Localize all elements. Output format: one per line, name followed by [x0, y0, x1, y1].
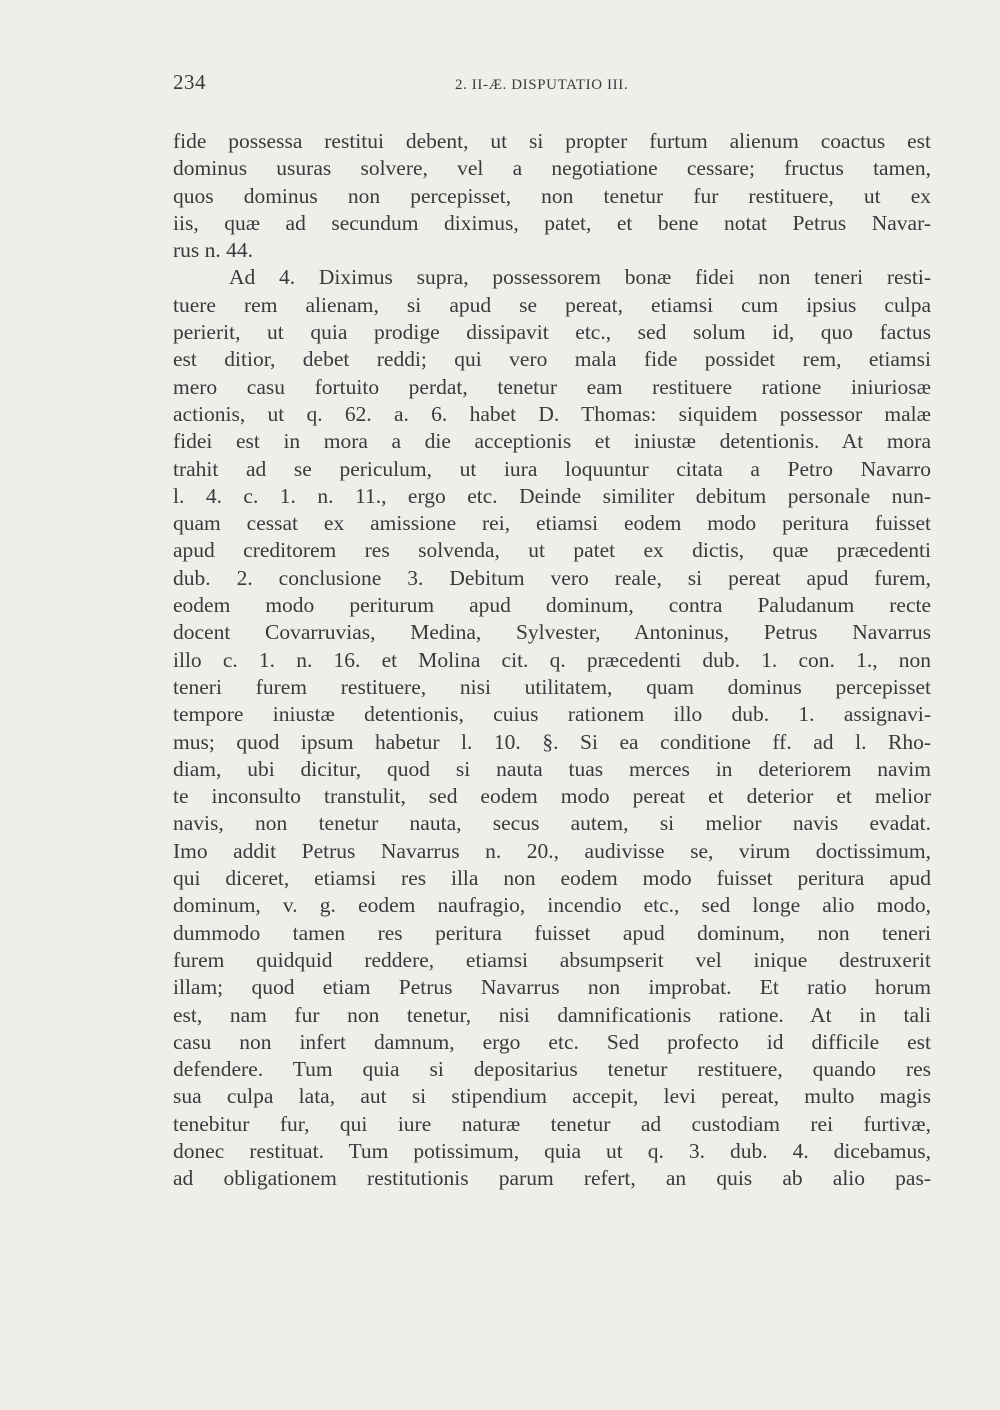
- text-line: est ditior, debet reddi; qui vero mala fide possidet rem, etiamsi: [173, 347, 931, 372]
- text-line: iis, quæ ad secundum diximus, patet, et bene notat Petrus Navar-: [173, 210, 931, 235]
- text-line: te inconsulto transtulit, sed eodem modo pereat et deterior et melior: [173, 784, 931, 809]
- body-text: [173, 128, 931, 1193]
- text-line: fidei est in mora a die acceptionis et iniustæ detentionis. At mora: [173, 429, 931, 454]
- text-line: quos dominus non percepisset, non tenetur fur restituere, ut ex: [173, 183, 931, 208]
- text-line: fide possessa restitui debent, ut si propter furtum alienum coactus est: [173, 129, 931, 153]
- text-line: casu non infert damnum, ergo etc. Sed profecto id difficile est: [173, 1029, 931, 1054]
- text-line: mus; quod ipsum habetur l. 10. §. Si ea conditione ff. ad l. Rho-: [173, 729, 931, 754]
- text-line: dominus usuras solvere, vel a negotiatione cessare; fructus tamen,: [173, 156, 931, 181]
- text-line: diam, ubi dicitur, quod si nauta tuas merces in deteriorem navim: [173, 756, 931, 781]
- text-line: defendere. Tum quia si depositarius tenetur restituere, quando res: [173, 1057, 931, 1082]
- text-line: donec restituat. Tum potissimum, quia ut q. 3. dub. 4. dicebamus,: [173, 1138, 931, 1163]
- text-line: illo c. 1. n. 16. et Molina cit. q. præcedenti dub. 1. con. 1., non: [173, 647, 931, 672]
- text-line: tempore iniustæ detentionis, cuius rationem illo dub. 1. assignavi-: [173, 702, 931, 727]
- text-line: est, nam fur non tenetur, nisi damnificationis ratione. At in tali: [173, 1002, 931, 1027]
- text-line: l. 4. c. 1. n. 11., ergo etc. Deinde similiter debitum personale nun-: [173, 483, 931, 508]
- text-line: sua culpa lata, aut si stipendium accepit, levi pereat, multo magis: [173, 1084, 931, 1109]
- running-title: 2. II-Æ. DISPUTATIO III.: [455, 77, 629, 93]
- text-line: trahit ad se periculum, ut iura loquuntur citata a Petro Navarro: [173, 456, 931, 481]
- text-line: tenebitur fur, qui iure naturæ tenetur ad custodiam rei furtivæ,: [173, 1111, 931, 1136]
- text-line: Imo addit Petrus Navarrus n. 20., audivisse se, virum doctissimum,: [173, 838, 931, 863]
- text-line: apud creditorem res solvenda, ut patet ex dictis, quæ præcedenti: [173, 538, 931, 563]
- text-line: tuere rem alienam, si apud se pereat, etiamsi cum ipsius culpa: [173, 292, 931, 317]
- text-line: qui diceret, etiamsi res illa non eodem modo fuisset peritura apud: [173, 866, 931, 891]
- text-line: ad obligationem restitutionis parum refert, an quis ab alio pas-: [173, 1166, 931, 1191]
- text-line: actionis, ut q. 62. a. 6. habet D. Thomas: siquidem possessor malæ: [173, 401, 931, 426]
- text-line: perierit, ut quia prodige dissipavit etc., sed solum id, quo factus: [173, 320, 931, 345]
- text-line: dub. 2. conclusione 3. Debitum vero reale, si pereat apud furem,: [173, 565, 931, 590]
- text-line: quam cessat ex amissione rei, etiamsi eodem modo peritura fuisset: [173, 511, 931, 536]
- text-line: furem quidquid reddere, etiamsi absumpserit vel inique destruxerit: [173, 947, 931, 972]
- text-line: illam; quod etiam Petrus Navarrus non improbat. Et ratio horum: [173, 975, 931, 1000]
- text-line: eodem modo periturum apud dominum, contra Paludanum recte: [173, 593, 931, 618]
- text-line: dominum, v. g. eodem naufragio, incendio etc., sed longe alio modo,: [173, 893, 931, 918]
- running-head: [173, 70, 931, 100]
- page-number: 234: [173, 70, 206, 94]
- text-line: mero casu fortuito perdat, tenetur eam restituere ratione iniuriosæ: [173, 374, 931, 399]
- text-line: docent Covarruvias, Medina, Sylvester, Antoninus, Petrus Navarrus: [173, 620, 931, 645]
- text-line: rus n. 44.: [173, 238, 254, 263]
- paragraph-start-line: Ad 4. Diximus supra, possessorem bonæ fidei non teneri resti-: [229, 265, 931, 290]
- text-line: teneri furem restituere, nisi utilitatem, quam dominus percepisset: [173, 674, 931, 699]
- text-line: dummodo tamen res peritura fuisset apud dominum, non teneri: [173, 920, 931, 945]
- text-line: navis, non tenetur nauta, secus autem, si melior navis evadat.: [173, 811, 931, 836]
